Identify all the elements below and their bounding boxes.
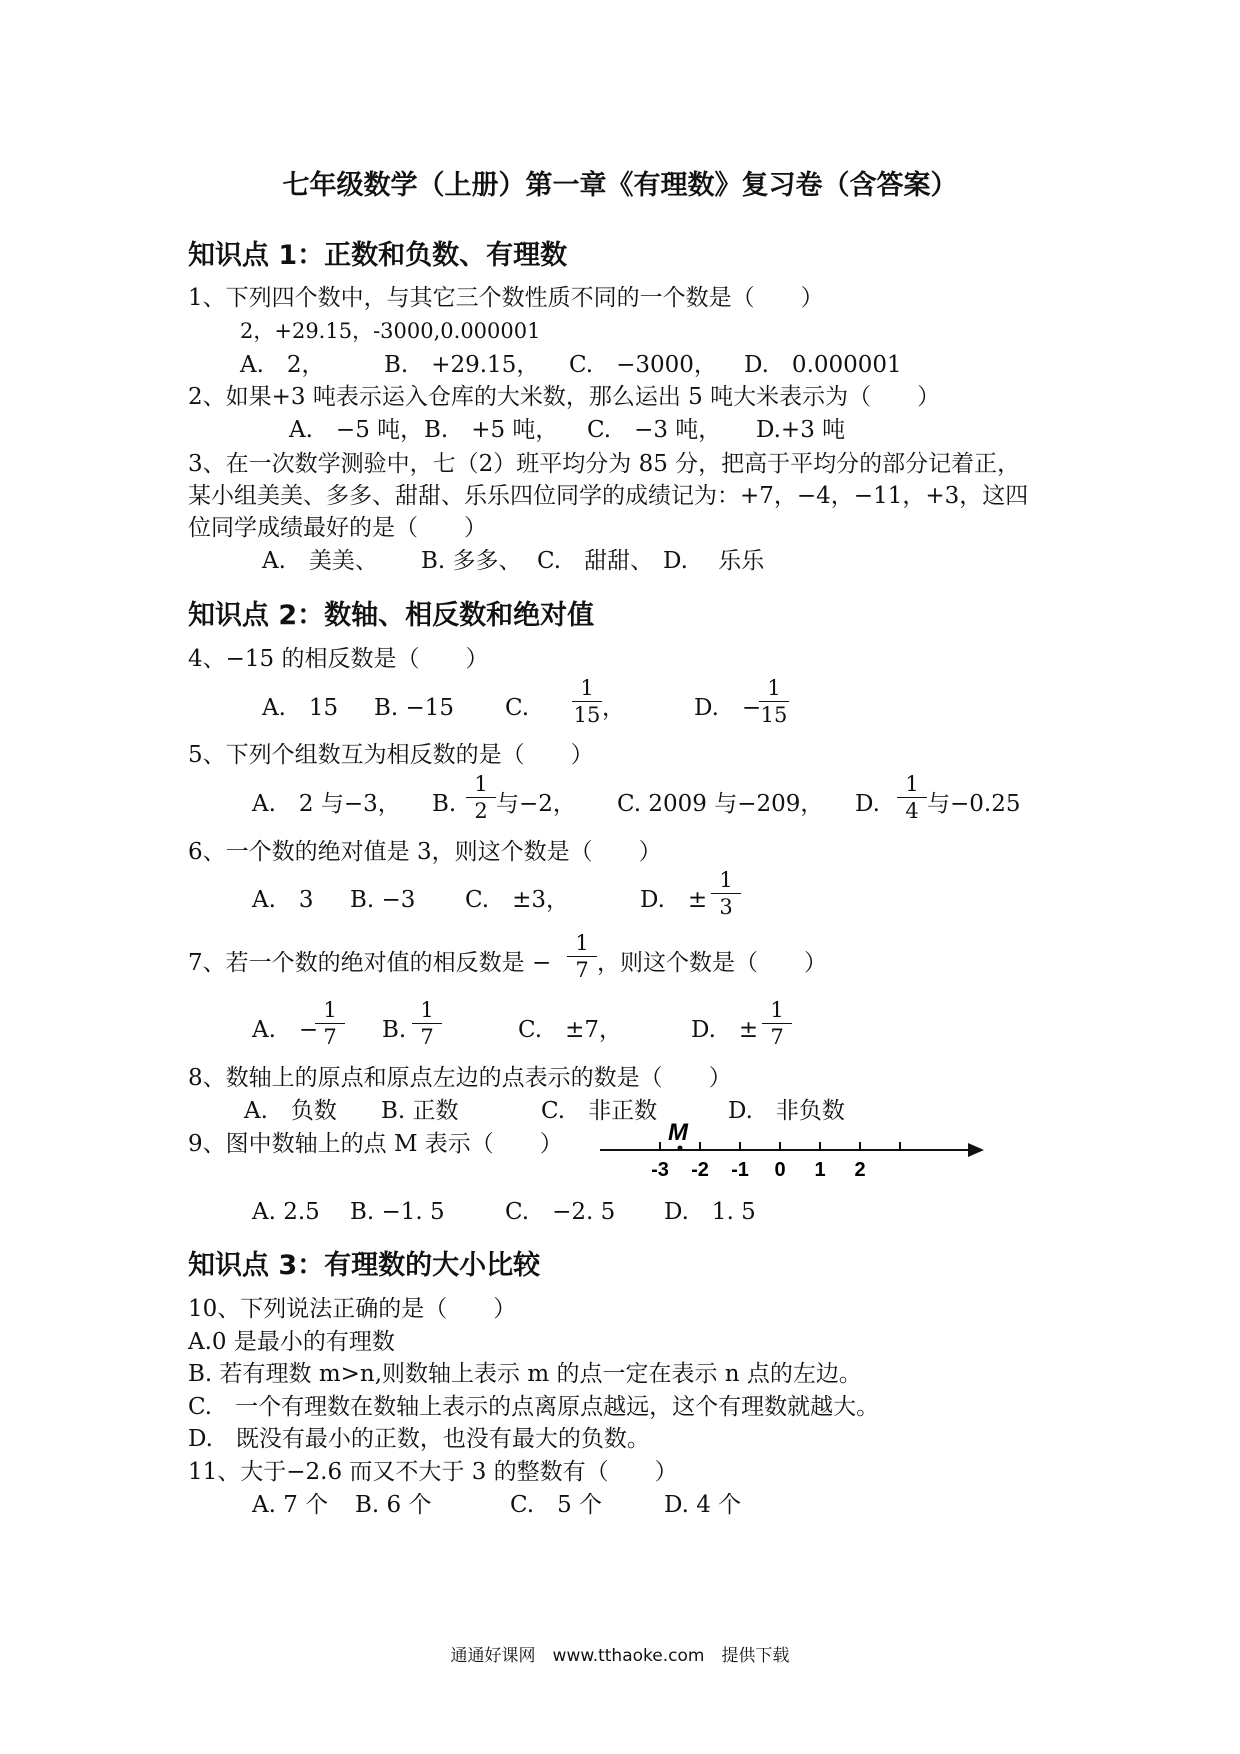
question-5-option-d-text: 与−0.25	[927, 791, 1021, 817]
question-11-option-c: C. 5 个	[510, 1492, 603, 1518]
question-4-option-c-comma: ，	[602, 695, 625, 721]
point-m-marker	[678, 1146, 683, 1151]
question-8-option-d: D. 非负数	[728, 1098, 845, 1124]
question-9-option-c: C. −2. 5	[505, 1199, 616, 1225]
question-6-option-a: A. 3	[252, 887, 314, 913]
page-footer: 通通好课网 www.tthaoke.com 提供下载	[450, 1646, 790, 1666]
question-7-option-d: D. ±	[691, 1017, 759, 1043]
number-line-ticks	[660, 1142, 900, 1150]
question-4-option-d: D. −	[694, 695, 762, 721]
question-10-option-a: A.0 是最小的有理数	[188, 1329, 395, 1355]
point-m-label: M	[668, 1120, 688, 1146]
question-10-option-b: B. 若有理数 m>n,则数轴上表示 m 的点一定在表示 n 点的左边。	[188, 1361, 862, 1387]
question-2-option-d: D.+3 吨	[756, 417, 846, 443]
question-1-stem: 1、下列四个数中，与其它三个数性质不同的一个数是（ ）	[188, 285, 824, 311]
section-heading-3: 知识点 3：有理数的大小比较	[188, 1250, 541, 1281]
tick-label: -2	[691, 1159, 709, 1181]
question-4-option-d-fraction: 1 15	[760, 676, 788, 727]
question-5-option-d: D.	[855, 791, 880, 817]
question-7-stem-fraction: 1 7	[567, 931, 597, 982]
question-3-stem-line-2: 某小组美美、多多、甜甜、乐乐四位同学的成绩记为：+7，−4，−11，+3，这四	[188, 483, 1029, 509]
question-1-option-c: C. −3000，	[569, 352, 717, 378]
question-1-option-b: B. +29.15，	[384, 352, 540, 378]
number-line-arrow	[968, 1143, 984, 1157]
question-11-option-b: B. 6 个	[355, 1492, 432, 1518]
question-11-stem: 11、大于−2.6 而又不大于 3 的整数有（ ）	[188, 1459, 678, 1485]
tick-label: 0	[774, 1159, 786, 1181]
question-4-option-b: B. −15	[374, 695, 455, 721]
question-4-option-c-fraction: 1 15	[573, 676, 601, 727]
question-4-stem: 4、−15 的相反数是（ ）	[188, 646, 489, 672]
question-9-stem: 9、图中数轴上的点 M 表示（ ）	[188, 1131, 563, 1157]
question-9-option-a: A. 2.5	[252, 1199, 320, 1225]
question-6-option-d-fraction: 1 3	[711, 868, 741, 919]
page-title: 七年级数学（上册）第一章《有理数》复习卷（含答案）	[282, 170, 958, 201]
question-8-option-c: C. 非正数	[541, 1098, 658, 1124]
question-7-option-a-fraction: 1 7	[315, 998, 345, 1049]
question-1-given-numbers: 2，+29.15，-3000,0.000001	[240, 319, 541, 343]
tick-label: -3	[651, 1159, 669, 1181]
question-4-option-a: A. 15	[262, 695, 339, 721]
section-heading-2: 知识点 2：数轴、相反数和绝对值	[188, 600, 595, 631]
question-7-stem: 7、若一个数的绝对值的相反数是 −	[188, 950, 552, 976]
question-3-option-a: A. 美美、	[262, 548, 378, 574]
question-3-option-d: D. 乐乐	[663, 548, 765, 574]
question-1-option-a: A. 2，	[240, 352, 325, 378]
number-line	[590, 1120, 1000, 1182]
question-5-option-c: C. 2009 与−209，	[617, 791, 824, 817]
question-6-stem: 6、一个数的绝对值是 3，则这个数是（ ）	[188, 839, 662, 865]
question-7-option-c: C. ±7，	[518, 1017, 622, 1043]
tick-label: 2	[854, 1159, 866, 1181]
question-5-option-a: A. 2 与−3，	[252, 791, 401, 817]
question-6-option-b: B. −3	[350, 887, 416, 913]
question-6-option-c: C. ±3，	[465, 887, 569, 913]
question-5-option-b-text: 与−2，	[496, 791, 576, 817]
question-5-option-d-fraction: 1 4	[897, 772, 927, 823]
question-10-option-c: C. 一个有理数在数轴上表示的点离原点越远，这个有理数就越大。	[188, 1394, 880, 1420]
question-1-option-d: D. 0.000001	[744, 352, 902, 378]
question-7-stem-end: ，则这个数是（ ）	[597, 950, 827, 976]
tick-label: 1	[814, 1159, 826, 1181]
question-5-stem: 5、下列个组数互为相反数的是（ ）	[188, 742, 594, 768]
question-2-option-c: C. −3 吨，	[587, 417, 722, 443]
question-7-option-a: A. −	[252, 1017, 319, 1043]
question-3-stem-line-3: 位同学成绩最好的是（ ）	[188, 515, 487, 541]
question-9-option-b: B. −1. 5	[350, 1199, 445, 1225]
question-2-option-a: A. −5 吨，	[289, 417, 424, 443]
question-5-option-b-fraction: 1 2	[466, 772, 496, 823]
question-3-option-b: B. 多多、	[421, 548, 522, 574]
question-7-option-b-fraction: 1 7	[412, 998, 442, 1049]
question-6-option-d: D. ±	[640, 887, 708, 913]
question-7-option-d-fraction: 1 7	[762, 998, 792, 1049]
tick-label: -1	[731, 1159, 749, 1181]
question-10-stem: 10、下列说法正确的是（ ）	[188, 1296, 517, 1322]
question-4-option-c: C.	[505, 695, 530, 721]
question-3-stem-line-1: 3、在一次数学测验中，七（2）班平均分为 85 分，把高于平均分的部分记着正，	[188, 451, 1021, 477]
question-9-option-d: D. 1. 5	[664, 1199, 756, 1225]
section-heading-1: 知识点 1：正数和负数、有理数	[188, 240, 568, 271]
question-5-option-b: B.	[432, 791, 457, 817]
question-7-option-b: B.	[382, 1017, 407, 1043]
question-11-option-a: A. 7 个	[252, 1492, 329, 1518]
question-2-stem: 2、如果+3 吨表示运入仓库的大米数，那么运出 5 吨大米表示为（ ）	[188, 384, 941, 410]
question-8-option-b: B. 正数	[381, 1098, 459, 1124]
question-8-stem: 8、数轴上的原点和原点左边的点表示的数是（ ）	[188, 1065, 732, 1091]
question-3-option-c: C. 甜甜、	[537, 548, 654, 574]
question-11-option-d: D. 4 个	[664, 1492, 742, 1518]
question-10-option-d: D. 既没有最小的正数，也没有最大的负数。	[188, 1426, 650, 1452]
question-2-option-b: B. +5 吨，	[424, 417, 559, 443]
question-8-option-a: A. 负数	[244, 1098, 337, 1124]
